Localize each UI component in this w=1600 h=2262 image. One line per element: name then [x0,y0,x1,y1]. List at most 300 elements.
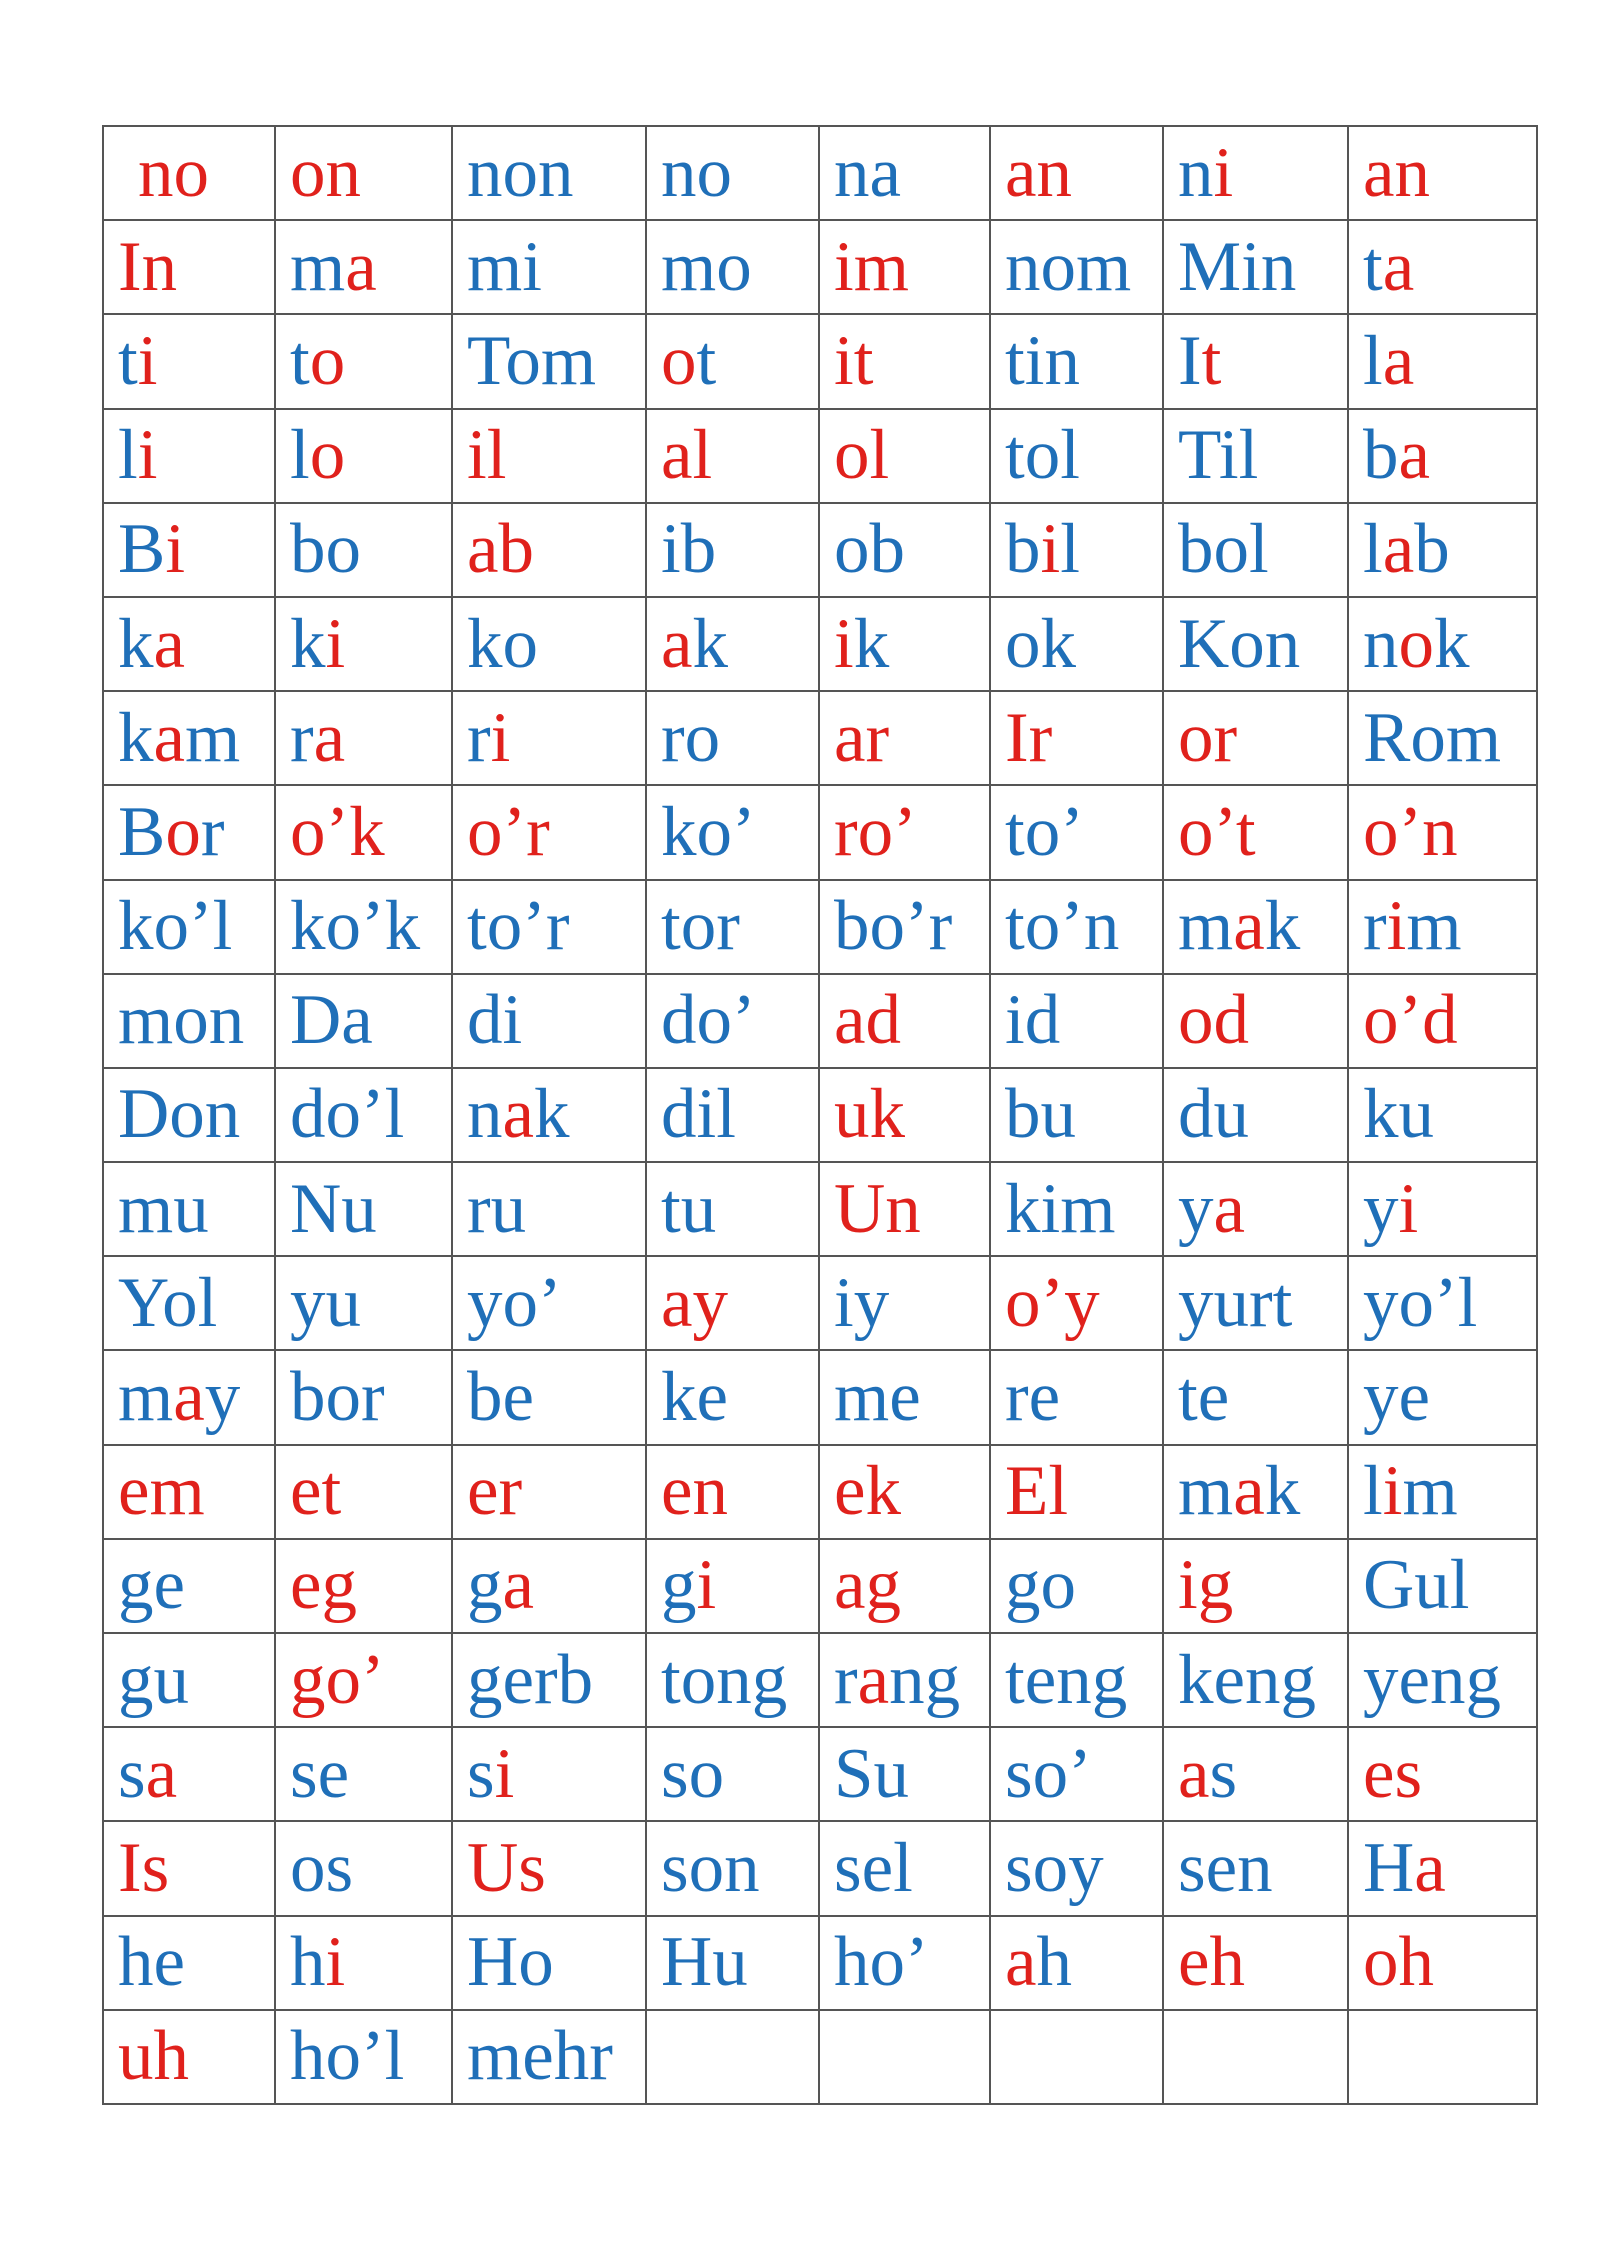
red-letters: a [857,1640,890,1719]
syllable-cell [646,503,819,597]
blue-letters: r [467,698,491,777]
blue-letters: teng [1005,1640,1128,1719]
syllable-cell [990,785,1163,879]
syllable-cell [990,1727,1163,1821]
blue-letters: t [1363,227,1383,306]
red-letters: ab [467,510,535,589]
syllable-cell [452,597,646,691]
syllable-cell [103,1727,275,1821]
blue-letters: mon [118,981,245,1060]
syllable-cell [819,1256,990,1350]
blue-letters: t [696,321,717,400]
syllable-cell [275,974,452,1068]
blue-letters: tol [1005,416,1080,495]
syllable-cell [990,1633,1163,1727]
blue-letters: ib [661,510,717,589]
blue-letters: mi [467,227,542,306]
red-letters: In [118,227,178,306]
blue-letters: bol [1178,510,1269,589]
blue-letters: k [692,604,729,683]
syllable-cell [646,1727,819,1821]
blue-letters: l [290,416,310,495]
syllable-cell [990,314,1163,408]
blue-letters: yu [290,1263,361,1342]
blue-letters: soy [1005,1828,1104,1907]
blue-letters: Gul [1363,1546,1470,1625]
syllable-cell [1163,126,1348,220]
red-letters: eg [290,1546,358,1625]
red-letters: it [834,321,874,400]
table-row [103,2010,1537,2104]
syllable-cell [275,1727,452,1821]
blue-letters: Su [834,1734,909,1813]
empty-cell [990,2010,1163,2104]
table-row [103,1162,1537,1256]
syllable-cell [103,126,275,220]
blue-letters: os [290,1828,354,1907]
syllable-cell [646,974,819,1068]
blue-letters: I [1178,321,1202,400]
red-letters: ro’ [834,792,917,871]
blue-letters: ye [1363,1358,1431,1437]
red-letters: im [834,227,909,306]
blue-letters: k [1264,887,1301,966]
table-row [103,126,1537,220]
red-letters: a [1233,887,1265,966]
red-letters: i [494,1734,515,1813]
blue-letters: Kon [1178,604,1301,683]
red-letters: a [153,698,186,777]
blue-letters: gerb [467,1640,594,1719]
blue-letters: ro [661,698,721,777]
blue-letters: k [290,604,326,683]
syllable-cell [275,1445,452,1539]
syllable-cell [646,1916,819,2010]
syllable-cell [275,220,452,314]
red-letters: a [502,1546,535,1625]
syllable-cell [1163,1539,1348,1633]
syllable-cell [275,880,452,974]
blue-letters: b [1363,416,1399,495]
blue-letters: mu [118,1169,209,1248]
syllable-cell [819,1539,990,1633]
syllable-cell [452,1916,646,2010]
blue-letters: k [853,604,890,683]
table-row [103,409,1537,503]
table-row [103,597,1537,691]
red-letters: o [165,792,201,871]
blue-letters: son [661,1828,760,1907]
syllable-cell [103,1821,275,1915]
blue-letters: h [290,1923,326,2002]
table-row [103,220,1537,314]
syllable-cell [1348,409,1537,503]
syllable-cell [646,1350,819,1444]
red-letters: i [1398,1169,1419,1248]
blue-letters: m [1402,1452,1458,1531]
syllable-cell [452,880,646,974]
red-letters: ek [834,1452,902,1531]
red-letters: ar [834,698,890,777]
blue-letters: ge [118,1546,186,1625]
syllable-cell [452,974,646,1068]
syllable-cell [990,220,1163,314]
syllable-cell [103,785,275,879]
red-letters: go’ [290,1640,385,1719]
red-letters: a [1382,510,1415,589]
red-letters: a [1233,1452,1265,1531]
blue-letters: k [1264,1452,1301,1531]
red-letters: or [1178,698,1238,777]
blue-letters: Til [1178,416,1259,495]
syllable-cell [646,1445,819,1539]
blue-letters: t [118,321,138,400]
red-letters: o’n [1363,792,1458,871]
syllable-cell [103,2010,275,2104]
red-letters: a [1178,1734,1210,1813]
blue-letters: ku [1363,1075,1434,1154]
blue-letters: to’n [1005,887,1120,966]
blue-letters: l [1363,1452,1383,1531]
blue-letters: dil [661,1075,736,1154]
syllable-cell [275,314,452,408]
syllable-cell [1163,503,1348,597]
syllable-cell [819,126,990,220]
red-letters: a [145,1734,178,1813]
blue-letters: ng [889,1640,961,1719]
syllable-cell [275,1256,452,1350]
syllable-cell [990,1256,1163,1350]
syllable-cell [452,409,646,503]
red-letters: o’y [1005,1263,1100,1342]
blue-letters: s [1209,1734,1238,1813]
blue-letters: m [290,227,346,306]
red-letters: o [1398,604,1434,683]
table-row [103,1350,1537,1444]
red-letters: uh [118,2017,189,2096]
red-letters: o [661,321,697,400]
blue-letters: Yol [118,1263,218,1342]
blue-letters: h [1036,1923,1073,2002]
blue-letters: ho’l [290,2017,405,2096]
syllable-cell [275,1162,452,1256]
syllable-cell [990,1539,1163,1633]
red-letters: i [325,1923,346,2002]
syllable-cell [1163,1445,1348,1539]
syllable-cell [819,1350,990,1444]
blue-letters: k [534,1075,570,1154]
syllable-cell [990,974,1163,1068]
syllable-cell [1163,1727,1348,1821]
syllable-cell [819,691,990,785]
blue-letters: iy [834,1263,890,1342]
syllable-cell [819,974,990,1068]
table-row [103,1727,1537,1821]
syllable-cell [1348,1350,1537,1444]
blue-letters: g [467,1546,503,1625]
blue-letters: yeng [1363,1640,1502,1719]
blue-letters: ko’k [290,887,421,966]
table-row [103,974,1537,1068]
blue-letters: Tom [467,321,597,400]
table-row [103,1068,1537,1162]
syllable-cell [275,1821,452,1915]
syllable-cell [646,1821,819,1915]
red-letters: an [1005,133,1073,212]
syllable-cell [646,1256,819,1350]
blue-letters: H [1363,1828,1415,1907]
red-letters: i [137,321,158,400]
blue-letters: l [1363,510,1383,589]
red-letters: uk [834,1075,905,1154]
blue-letters: non [467,133,574,212]
syllable-cell [990,1821,1163,1915]
red-letters: ol [834,416,890,495]
red-letters: ig [1178,1546,1234,1625]
syllable-cell [1163,1633,1348,1727]
syllable-cell [646,220,819,314]
blue-letters: ko’l [118,887,233,966]
red-letters: El [1005,1452,1069,1531]
blue-letters: du [1178,1075,1249,1154]
blue-letters: bo’r [834,887,953,966]
syllable-cell [1163,691,1348,785]
red-letters: a [1414,1828,1446,1907]
blue-letters: sen [1178,1828,1273,1907]
syllable-cell [1163,1350,1348,1444]
syllable-cell [275,785,452,879]
empty-cell [646,2010,819,2104]
syllable-table [102,125,1538,2105]
syllable-cell [1348,1633,1537,1727]
syllable-cell [990,409,1163,503]
blue-letters: na [834,133,902,212]
red-letters: a [345,227,377,306]
table-row [103,314,1537,408]
blue-letters: bor [290,1358,385,1437]
blue-letters: me [834,1358,921,1437]
blue-letters: B [118,792,166,871]
red-letters: il [467,416,507,495]
syllable-cell [103,1916,275,2010]
syllable-cell [452,1633,646,1727]
empty-cell [1348,2010,1537,2104]
syllable-cell [646,691,819,785]
syllable-cell [1348,220,1537,314]
blue-letters: ru [467,1169,527,1248]
blue-letters: tor [661,887,740,966]
blue-letters: mehr [467,2017,613,2096]
red-letters: Is [118,1828,170,1907]
syllable-cell [103,974,275,1068]
syllable-cell [1348,314,1537,408]
syllable-cell [275,2010,452,2104]
red-letters: i [1040,510,1061,589]
syllable-cell [103,1350,275,1444]
blue-letters: Hu [661,1923,748,2002]
syllable-cell [1348,691,1537,785]
empty-cell [1163,2010,1348,2104]
syllable-cell [103,1539,275,1633]
syllable-cell [1348,1539,1537,1633]
syllable-cell [819,880,990,974]
syllable-cell [646,1162,819,1256]
red-letters: em [118,1452,205,1531]
blue-letters: yo’ [467,1263,562,1342]
syllable-cell [1348,1256,1537,1350]
red-letters: i [325,604,346,683]
blue-letters: bu [1005,1075,1076,1154]
red-letters: o’t [1178,792,1256,871]
table-row [103,785,1537,879]
blue-letters: b [1005,510,1041,589]
blue-letters: r [834,1640,858,1719]
syllable-cell [819,1916,990,2010]
syllable-cell [452,1162,646,1256]
empty-cell [819,2010,990,2104]
syllable-cell [819,1068,990,1162]
syllable-cell [452,1727,646,1821]
syllable-cell [452,691,646,785]
red-letters: no [138,133,209,212]
blue-letters: nom [1005,227,1132,306]
syllable-cell [990,691,1163,785]
syllable-cell [990,597,1163,691]
syllable-cell [275,1916,452,2010]
red-letters: eh [1178,1923,1246,2002]
syllable-cell [990,503,1163,597]
syllable-cell [452,126,646,220]
syllable-cell [819,1727,990,1821]
syllable-cell [1348,1162,1537,1256]
syllable-cell [819,503,990,597]
syllable-cell [990,880,1163,974]
blue-letters: so’ [1005,1734,1092,1813]
red-letters: Ir [1005,698,1053,777]
red-letters: a [313,698,346,777]
blue-letters: n [467,1075,503,1154]
syllable-cell [452,314,646,408]
blue-letters: s [467,1734,495,1813]
blue-letters: y [204,1358,241,1437]
table-row [103,880,1537,974]
red-letters: i [834,604,854,683]
syllable-cell [1163,785,1348,879]
blue-letters: Rom [1363,698,1502,777]
blue-letters: keng [1178,1640,1317,1719]
red-letters: on [290,133,361,212]
red-letters: oh [1363,1923,1434,2002]
red-letters: a [153,604,186,683]
syllable-cell [1348,1727,1537,1821]
blue-letters: ok [1005,604,1076,683]
blue-letters: tu [661,1169,717,1248]
syllable-cell [990,126,1163,220]
red-letters: a [661,604,693,683]
red-letters: a [1005,1923,1037,2002]
syllable-cell [275,503,452,597]
syllable-cell [646,314,819,408]
blue-letters: yurt [1178,1263,1293,1342]
syllable-cell [990,1162,1163,1256]
blue-letters: b [1414,510,1450,589]
blue-letters: k [118,604,154,683]
syllable-cell [1348,974,1537,1068]
syllable-cell [990,1350,1163,1444]
syllable-cell [990,1445,1163,1539]
blue-letters: tin [1005,321,1080,400]
syllable-cell [103,1162,275,1256]
blue-letters: to’ [1005,792,1084,871]
red-letters: en [661,1452,729,1531]
syllable-cell [275,126,452,220]
red-letters: t [1201,321,1222,400]
red-letters: i [490,698,511,777]
syllable-cell [275,1539,452,1633]
blue-letters: t [290,321,310,400]
red-letters: a [1382,321,1415,400]
syllable-cell [1163,314,1348,408]
syllable-cell [1163,220,1348,314]
blue-letters: no [661,133,732,212]
table-row [103,691,1537,785]
syllable-cell [452,1821,646,1915]
red-letters: ad [834,981,902,1060]
blue-letters: te [1178,1358,1230,1437]
syllable-cell [1348,1821,1537,1915]
blue-letters: n [1363,604,1399,683]
blue-letters: bo [290,510,361,589]
blue-letters: go [1005,1546,1076,1625]
blue-letters: ke [661,1358,729,1437]
syllable-cell [275,1350,452,1444]
blue-letters: he [118,1923,186,2002]
red-letters: i [1382,1452,1403,1531]
syllable-cell [1163,880,1348,974]
syllable-cell [1348,1068,1537,1162]
syllable-cell [819,1821,990,1915]
table-row [103,1539,1537,1633]
syllable-cell [275,1068,452,1162]
blue-letters: tong [661,1640,788,1719]
syllable-cell [1348,503,1537,597]
syllable-cell [452,1256,646,1350]
red-letters: o’r [467,792,550,871]
syllable-cell [103,409,275,503]
syllable-cell [275,409,452,503]
red-letters: Un [834,1169,921,1248]
syllable-cell [452,1068,646,1162]
syllable-cell [646,1633,819,1727]
blue-letters: sel [834,1828,913,1907]
blue-letters: ko’ [661,792,756,871]
blue-letters: Nu [290,1169,377,1248]
blue-letters: ko [467,604,538,683]
syllable-cell [819,220,990,314]
syllable-cell [1348,785,1537,879]
blue-letters: Don [118,1075,241,1154]
table-row [103,1256,1537,1350]
syllable-cell [1163,1068,1348,1162]
blue-letters: m [1178,1452,1234,1531]
syllable-cell [275,1633,452,1727]
syllable-cell [990,1068,1163,1162]
table-row [103,1821,1537,1915]
blue-letters: B [118,510,166,589]
blue-letters: m [185,698,241,777]
blue-letters: do’ [661,981,756,1060]
blue-letters: di [467,981,523,1060]
